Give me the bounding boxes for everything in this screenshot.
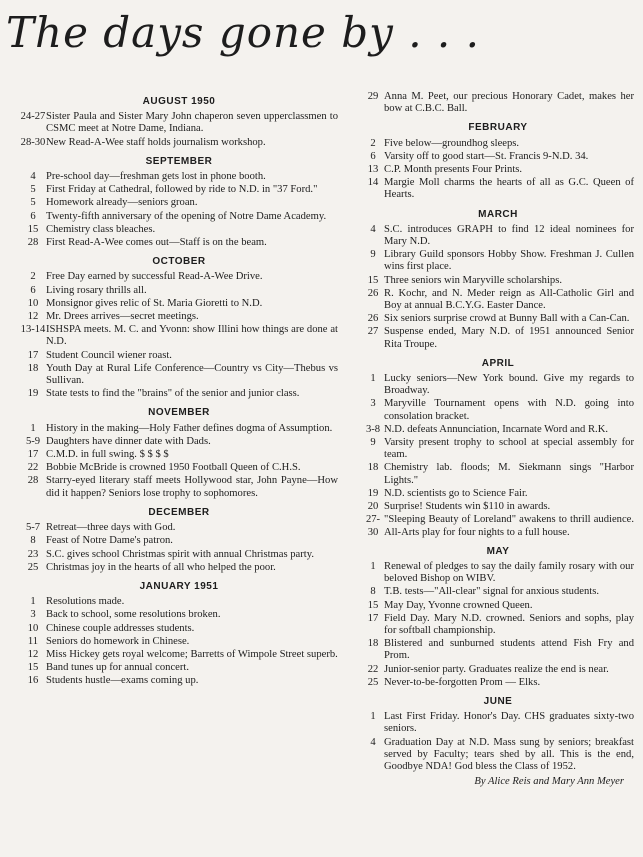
entry-text: Field Day. Mary N.D. crowned. Seniors and sophs, play for softball championship. xyxy=(384,612,634,636)
calendar-entry xyxy=(362,424,634,436)
calendar-entry xyxy=(362,164,634,176)
entry-date: 6 xyxy=(30,284,36,296)
calendar-entry xyxy=(20,475,338,499)
entry-text: C.M.D. in full swing. $ $ $ $ xyxy=(46,449,169,461)
month-heading: JANUARY 1951 xyxy=(139,580,219,592)
entry-date: 28-30 xyxy=(20,136,46,148)
entry-date: 13 xyxy=(367,164,379,176)
month-heading: SEPTEMBER xyxy=(145,155,213,167)
entry-text: First Read-A-Wee comes out—Staff is on the beam. xyxy=(46,237,267,249)
entry-date: 15 xyxy=(367,599,379,611)
calendar-entry xyxy=(362,288,634,312)
calendar-entry xyxy=(20,350,338,362)
entry-date: 3 xyxy=(30,609,36,621)
entry-date: 1 xyxy=(30,422,36,434)
entry-date: 20 xyxy=(367,501,379,513)
entry-date: 26 xyxy=(367,313,379,325)
calendar-entry xyxy=(362,326,634,350)
entry-text: ISHSPA meets. M. C. and Yvonn: show Illini how things are done at N.D. xyxy=(46,324,338,348)
entry-date: 5 xyxy=(30,197,36,209)
entry-text: History in the making—Holy Father defines dogma of Assumption. xyxy=(46,422,333,434)
month-section xyxy=(362,209,634,351)
entry-text: Last First Friday. Honor's Day. CHS graduates sixty-two seniors. xyxy=(384,711,634,735)
month-heading: OCTOBER xyxy=(152,256,206,268)
calendar-entry xyxy=(20,171,338,183)
month-section xyxy=(362,546,634,689)
entry-date: 6 xyxy=(370,150,376,162)
entry-text: C.P. Month presents Four Prints. xyxy=(384,164,523,176)
entry-date: 2 xyxy=(30,271,36,283)
month-heading: FEBRUARY xyxy=(468,122,528,134)
month-section xyxy=(20,581,338,688)
month-section xyxy=(20,256,338,400)
month-section xyxy=(362,358,634,539)
entry-text: Surprise! Students win $110 in awards. xyxy=(384,501,551,513)
entry-date: 26 xyxy=(367,287,379,299)
entry-date: 14 xyxy=(367,177,379,189)
entry-text: May Day, Yvonne crowned Queen. xyxy=(384,599,533,611)
calendar-entry xyxy=(20,562,338,574)
calendar-entry xyxy=(20,623,338,635)
entry-date: 15 xyxy=(27,662,39,674)
entry-text: Resolutions made. xyxy=(46,596,125,608)
entry-date: 22 xyxy=(367,663,379,675)
entry-date: 29 xyxy=(367,91,379,102)
calendar-entry xyxy=(362,664,634,676)
month-section xyxy=(362,696,634,773)
entry-date: 4 xyxy=(370,736,376,748)
entry-date: 12 xyxy=(27,311,39,323)
entry-text: Christmas joy in the hearts of all who helped the poor. xyxy=(46,561,276,573)
page-title: The days gone by . . . xyxy=(6,8,480,57)
calendar-entry xyxy=(20,211,338,223)
entry-date: 28 xyxy=(27,237,39,249)
entry-date: 11 xyxy=(27,635,39,647)
calendar-entry xyxy=(362,561,634,585)
entry-text: Feast of Notre Dame's patron. xyxy=(46,535,173,547)
entry-text: First Friday at Cathedral, followed by ride to N.D. in "37 Ford." xyxy=(46,184,318,196)
entry-text: Bobbie McBride is crowned 1950 Football Queen of C.H.S. xyxy=(46,462,301,474)
entry-date: 24-27 xyxy=(20,111,46,123)
entry-date: 3 xyxy=(370,398,376,410)
entry-date: 19 xyxy=(367,487,379,499)
month-heading: NOVEMBER xyxy=(148,407,210,419)
entry-date: 2 xyxy=(370,137,376,149)
entry-date: 18 xyxy=(367,638,379,650)
calendar-entry xyxy=(20,324,338,348)
calendar-entry xyxy=(20,596,338,608)
calendar-entry xyxy=(20,449,338,461)
left-column xyxy=(20,96,338,689)
calendar-entry xyxy=(20,271,338,283)
entry-date: 10 xyxy=(27,622,39,634)
calendar-entry xyxy=(20,609,338,621)
calendar-entry xyxy=(362,249,634,273)
entry-date: 9 xyxy=(370,437,376,449)
month-section xyxy=(20,156,338,249)
calendar-entry xyxy=(20,649,338,661)
entry-text: Graduation Day at N.D. Mass sung by seniors; breakfast served by Faculty; tears shed by all. This is the end, Goodbye NDA! God bless the Class of 1952. xyxy=(384,736,634,772)
calendar-entry xyxy=(20,462,338,474)
entry-text: Chemistry class bleaches. xyxy=(46,223,156,235)
entry-date: 27 xyxy=(367,326,379,338)
entry-text: Back to school, some resolutions broken. xyxy=(46,609,221,621)
entry-date: 8 xyxy=(370,586,376,598)
entry-date: 1 xyxy=(370,373,376,385)
calendar-entry xyxy=(20,662,338,674)
calendar-entry xyxy=(20,111,338,135)
entry-text: Band tunes up for annual concert. xyxy=(46,662,189,674)
calendar-entry xyxy=(362,677,634,689)
calendar-entry xyxy=(20,224,338,236)
calendar-entry xyxy=(362,437,634,461)
right-column xyxy=(362,91,634,788)
entry-date: 17 xyxy=(27,349,39,361)
entry-text: Three seniors win Maryville scholarships. xyxy=(384,274,562,286)
entry-text: Six seniors surprise crowd at Bunny Ball with a Can-Can. xyxy=(384,313,630,325)
entry-date: 22 xyxy=(27,462,39,474)
entry-text: Varsity off to good start—St. Francis 9-N.D. 34. xyxy=(384,150,589,162)
entry-text: Lucky seniors—New York bound. Give my regards to Broadway. xyxy=(384,373,634,397)
entry-date: 25 xyxy=(367,676,379,688)
entry-text: Living rosary thrills all. xyxy=(46,284,147,296)
month-heading: MAY xyxy=(486,545,510,557)
entry-text: Chemistry lab. floods; M. Siekmann sings "Harbor Lights." xyxy=(384,462,634,486)
calendar-entry xyxy=(20,636,338,648)
entry-date: 23 xyxy=(27,548,39,560)
calendar-entry xyxy=(362,514,634,538)
month-heading: AUGUST 1950 xyxy=(142,96,216,107)
month-section xyxy=(20,407,338,499)
calendar-entry xyxy=(362,737,634,774)
entry-text: Monsignor gives relic of St. Maria Gioretti to N.D. xyxy=(46,297,263,309)
entry-text: Pre-school day—freshman gets lost in phone booth. xyxy=(46,171,266,183)
entry-text: Suspense ended, Mary N.D. of 1951 announced Senior Rita Troupe. xyxy=(384,326,634,350)
entry-text: R. Kochr, and N. Meder reign as All-Catholic Girl and Boy at annual B.C.Y.G. Easter Dance. xyxy=(384,287,634,312)
calendar-entry xyxy=(20,535,338,547)
entry-text: "Sleeping Beauty of Loreland" awakens to thrill audience. All-Arts play for four nights to a full house. xyxy=(384,514,634,538)
calendar-entry xyxy=(20,549,338,561)
calendar-entry xyxy=(362,613,634,637)
month-heading: DECEMBER xyxy=(148,506,210,518)
entry-text: Margie Moll charms the hearts of all as G.C. Queen of Hearts. xyxy=(384,177,634,201)
entry-text: Starry-eyed literary staff meets Hollywood star, John Payne—How did it happen? Seniors lose trophy to sophomores. xyxy=(46,475,338,499)
entry-text: N.D. defeats Annunciation, Incarnate Word and R.K. xyxy=(384,423,609,435)
entry-date: 1 xyxy=(370,711,376,723)
calendar-entry xyxy=(362,398,634,422)
month-section xyxy=(362,91,634,115)
byline: By Alice Reis and Mary Ann Meyer xyxy=(474,776,624,788)
entry-text: Never-to-be-forgotten Prom — Elks. xyxy=(384,676,541,688)
month-section xyxy=(20,96,338,149)
entry-date: 5-7 xyxy=(25,522,41,534)
calendar-entry xyxy=(20,237,338,249)
entry-text: Retreat—three days with God. xyxy=(46,522,176,534)
calendar-entry xyxy=(362,91,634,115)
entry-date: 27-30 xyxy=(365,514,381,538)
entry-date: 9 xyxy=(370,249,376,261)
calendar-entry xyxy=(362,462,634,486)
entry-text: Homework already—seniors groan. xyxy=(46,197,198,209)
entry-date: 5-9 xyxy=(25,435,41,447)
calendar-entry xyxy=(20,388,338,400)
calendar-entry xyxy=(20,436,338,448)
entry-text: S.C. introduces GRAPH to find 12 ideal nominees for Mary N.D. xyxy=(384,223,634,248)
entry-text: Students hustle—exams coming up. xyxy=(46,675,199,687)
calendar-entry xyxy=(20,298,338,310)
month-heading: APRIL xyxy=(481,357,515,369)
entry-text: Library Guild sponsors Hobby Show. Freshman J. Cullen wins first place. xyxy=(384,249,634,273)
entry-date: 12 xyxy=(27,648,39,660)
entry-text: Junior-senior party. Graduates realize the end is near. xyxy=(384,663,609,675)
entry-date: 25 xyxy=(27,561,39,573)
calendar-entry xyxy=(362,151,634,163)
calendar-entry xyxy=(20,197,338,209)
entry-text: New Read-A-Wee staff holds journalism workshop. xyxy=(46,136,266,148)
entry-text: Maryville Tournament opens with N.D. going into consolation bracket. xyxy=(384,398,634,422)
calendar-entry xyxy=(20,285,338,297)
entry-text: Twenty-fifth anniversary of the opening of Notre Dame Academy. xyxy=(46,210,327,222)
entry-text: Renewal of pledges to say the daily family rosary with our beloved Bishop on WIBV. xyxy=(384,560,634,585)
month-heading: MARCH xyxy=(478,208,518,220)
entry-text: Seniors do homework in Chinese. xyxy=(46,635,190,647)
entry-text: N.D. scientists go to Science Fair. xyxy=(384,487,528,499)
calendar-entry xyxy=(20,423,338,435)
month-section xyxy=(362,122,634,201)
calendar-entry xyxy=(362,373,634,397)
entry-date: 4 xyxy=(30,171,36,183)
entry-date: 13-14 xyxy=(20,324,46,336)
entry-text: Miss Hickey gets royal welcome; Barretts of Wimpole Street superb. xyxy=(46,648,338,660)
calendar-entry xyxy=(362,638,634,662)
month-heading: JUNE xyxy=(483,695,513,707)
entry-date: 15 xyxy=(367,274,379,286)
entry-date: 3-8 xyxy=(365,423,381,435)
entry-date: 1 xyxy=(30,596,36,608)
entry-date: 4 xyxy=(370,223,376,235)
entry-text: Mr. Drees arrives—secret meetings. xyxy=(46,311,199,323)
month-section xyxy=(20,507,338,574)
entry-date: 17 xyxy=(27,449,39,461)
entry-text: Sister Paula and Sister Mary John chaperon seven upperclassmen to CSMC meet at Notre Dame, Indiana. xyxy=(46,111,338,135)
calendar-entry xyxy=(362,275,634,287)
entry-date: 28 xyxy=(27,475,39,487)
entry-text: Five below—groundhog sleeps. xyxy=(384,137,520,149)
calendar-entry xyxy=(20,675,338,687)
entry-date: 16 xyxy=(27,675,39,687)
calendar-entry xyxy=(362,600,634,612)
entry-date: 1 xyxy=(370,560,376,572)
entry-text: Youth Day at Rural Life Conference—Country vs City—Thebus vs Sullivan. xyxy=(46,362,338,387)
calendar-entry xyxy=(20,137,338,149)
entry-date: 15 xyxy=(27,223,39,235)
entry-text: Student Council wiener roast. xyxy=(46,349,172,361)
entry-date: 17 xyxy=(367,612,379,624)
calendar-entry xyxy=(20,363,338,387)
entry-text: Blistered and sunburned students attend Fish Fry and Prom. xyxy=(384,638,634,662)
calendar-entry xyxy=(20,184,338,196)
calendar-entry xyxy=(362,313,634,325)
calendar-entry xyxy=(20,311,338,323)
entry-date: 19 xyxy=(27,388,39,400)
calendar-entry xyxy=(362,711,634,735)
entry-text: Daughters have dinner date with Dads. xyxy=(46,435,211,447)
calendar-entry xyxy=(20,522,338,534)
entry-text: S.C. gives school Christmas spirit with annual Christmas party. xyxy=(46,548,314,560)
entry-text: T.B. tests—"All-clear" signal for anxious students. xyxy=(384,586,599,598)
entry-text: Chinese couple addresses students. xyxy=(46,622,195,634)
entry-date: 10 xyxy=(27,297,39,309)
entry-date: 6 xyxy=(30,210,36,222)
entry-date: 8 xyxy=(30,535,36,547)
entry-text: Free Day earned by successful Read-A-Wee Drive. xyxy=(46,271,263,283)
entry-date: 18 xyxy=(27,362,39,374)
calendar-entry xyxy=(362,224,634,248)
calendar-entry xyxy=(362,138,634,150)
calendar-entry xyxy=(362,586,634,598)
entry-date: 5 xyxy=(30,184,36,196)
entry-date: 18 xyxy=(367,462,379,474)
entry-text: Anna M. Peet, our precious Honorary Cadet, makes her bow at C.B.C. Ball. xyxy=(384,91,634,115)
calendar-entry xyxy=(362,501,634,513)
calendar-entry xyxy=(362,177,634,201)
entry-text: Varsity present trophy to school at special assembly for team. xyxy=(384,437,634,461)
entry-text: State tests to find the "brains" of the senior and junior class. xyxy=(46,388,300,400)
calendar-entry xyxy=(362,488,634,500)
